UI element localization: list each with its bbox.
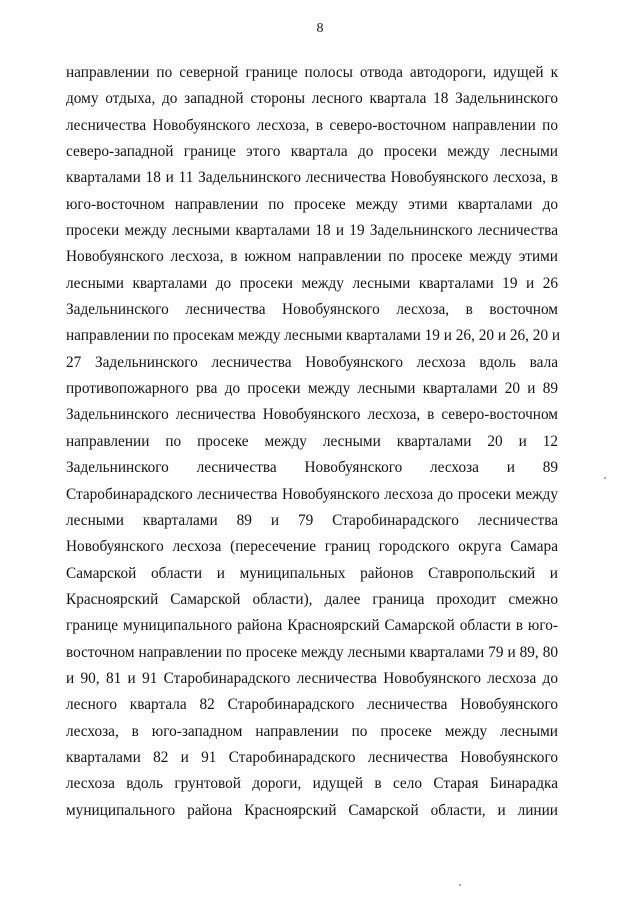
text-line: направлении по просеке между лесными кварталами 20 и 12	[66, 432, 558, 450]
text-line: Красноярский Самарской области), далее граница проходит смежно	[66, 590, 558, 608]
text-line: кварталами 18 и 11 Задельнинского лесничества Новобуянского лесхоза, в	[66, 169, 558, 187]
page-number: 8	[316, 21, 324, 36]
text-line: дому отдыха, до западной стороны лесного квартала 18 Задельнинского	[66, 90, 558, 108]
text-line: северо-западной границе этого квартала до просеки между лесными	[66, 143, 558, 161]
body-text	[66, 60, 561, 824]
text-line: лесного квартала 82 Старобинарадского лесничества Новобуянского	[66, 696, 558, 714]
text-line: муниципального района Красноярский Самарской области, и линии	[66, 801, 558, 819]
text-line: 27 Задельнинского лесничества Новобуянского лесхоза вдоль вала	[66, 353, 558, 371]
text-line: Задельнинского лесничества Новобуянского лесхоза и 89	[66, 459, 558, 477]
text-line: Задельнинского лесничества Новобуянского лесхоза, в восточном	[66, 301, 558, 319]
text-line: Задельнинского лесничества Новобуянского лесхоза, в северо-восточном	[66, 406, 558, 424]
text-line: восточном направлении по просеке между лесными кварталами 79 и 89, 80	[66, 643, 558, 661]
text-line: лесхоза вдоль грунтовой дороги, идущей в село Старая Бинарадка	[66, 775, 558, 793]
text-line: направлении по северной границе полосы отвода автодороги, идущей к	[66, 64, 558, 81]
text-line: лесничества Новобуянского лесхоза, в северо-восточном направлении по	[66, 116, 558, 134]
scan-speck	[459, 884, 461, 886]
text-line: кварталами 82 и 91 Старобинарадского лесничества Новобуянского	[66, 748, 558, 766]
text-line: Самарской области и муниципальных районов Ставропольский и	[66, 564, 558, 582]
text-line: лесными кварталами до просеки между лесными кварталами 19 и 26	[66, 274, 558, 292]
text-line: юго-восточном направлении по просеке между этими кварталами до	[66, 195, 558, 213]
text-line: противопожарного рва до просеки между лесными кварталами 20 и 89	[66, 380, 558, 398]
text-line: и 90, 81 и 91 Старобинарадского лесничества Новобуянского лесхоза до	[66, 669, 558, 687]
text-line: лесными кварталами 89 и 79 Старобинарадского лесничества	[66, 511, 558, 529]
text-line: границе муниципального района Красноярский Самарской области в юго-	[66, 617, 558, 635]
text-line: Новобуянского лесхоза (пересечение границ городского округа Самара	[66, 538, 558, 556]
text-line: направлении по просекам между лесными кварталами 19 и 26, 20 и 26, 20 и	[66, 327, 561, 345]
text-line: Новобуянского лесхоза, в южном направлении по просеке между этими	[66, 248, 558, 266]
text-line: Старобинарадского лесничества Новобуянского лесхоза до просеки между	[66, 485, 558, 503]
text-line: лесхоза, в юго-западном направлении по просеке между лесными	[66, 722, 558, 740]
scan-speck	[604, 477, 606, 479]
text-line: просеки между лесными кварталами 18 и 19 Задельнинского лесничества	[66, 222, 558, 240]
